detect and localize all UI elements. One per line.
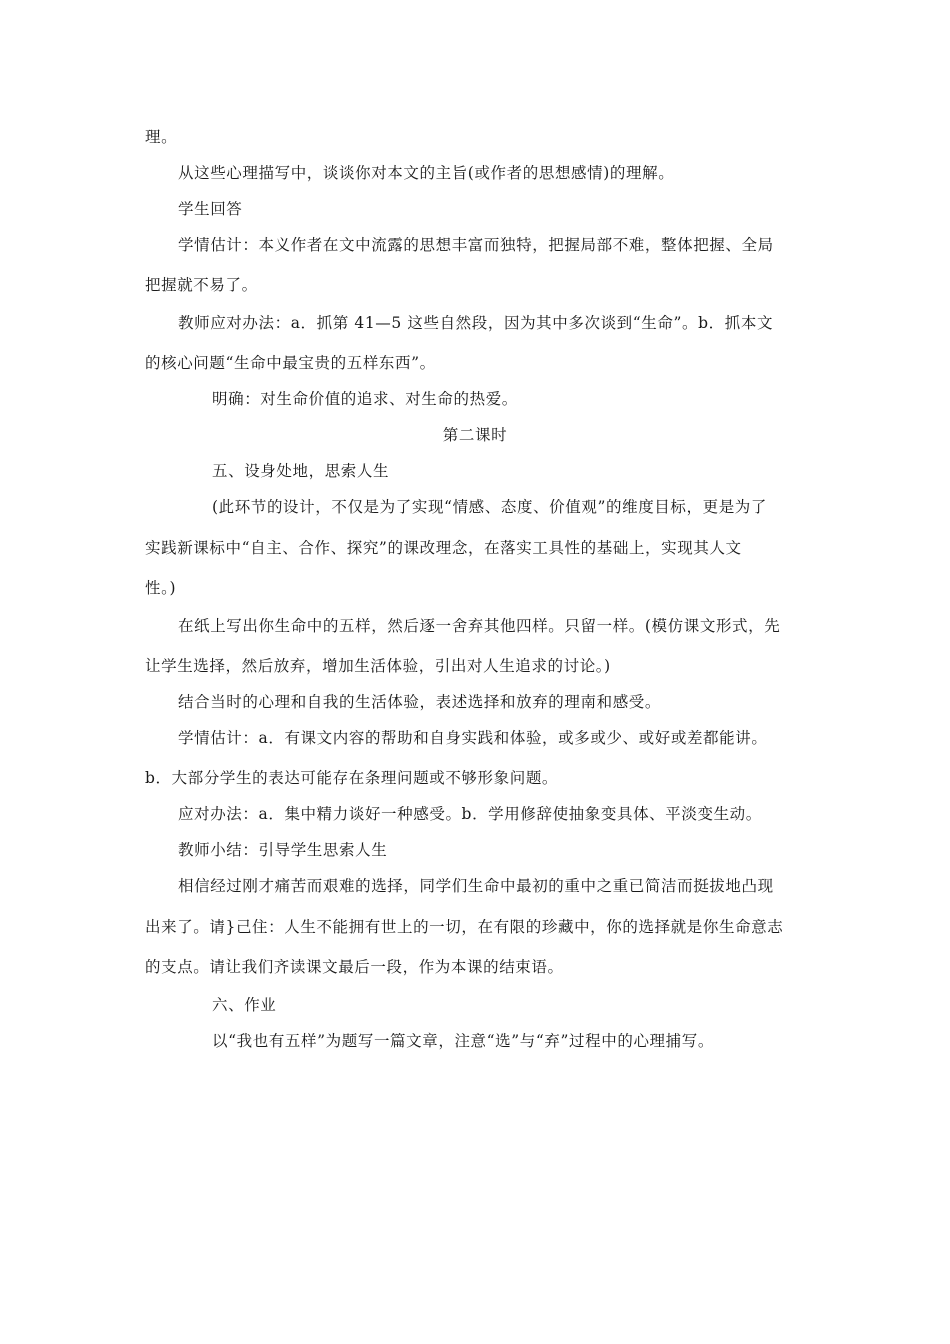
paragraph-line: 教师应对办法：a．抓第 41—5 这些自然段，因为其中多次谈到“生命”。b．抓本文 <box>178 314 774 332</box>
paragraph-line: 出来了。请}己住：人生不能拥有世上的一切，在有限的珍藏中，你的选择就是你生命意志 <box>145 918 784 936</box>
paragraph-line: 把握就不易了。 <box>145 276 258 294</box>
paragraph-line: 的核心问题“生命中最宝贵的五样东西”。 <box>145 354 436 372</box>
paragraph-line: 让学生选择，然后放弃，增加生活体验，引出对人生追求的讨论。) <box>145 657 611 675</box>
section-heading: 五、设身处地，思索人生 <box>212 462 390 480</box>
paragraph-line: 教师小结：引导学生思索人生 <box>178 841 388 859</box>
section-heading: 六、作业 <box>212 996 277 1014</box>
paragraph-line: 的支点。请让我们齐读课文最后一段，作为本课的结束语。 <box>145 958 564 976</box>
paragraph-line: b．大部分学生的表达可能存在条理问题或不够形象问题。 <box>145 769 559 787</box>
section-heading: 第二课时 <box>442 426 508 444</box>
paragraph-line: (此环节的设计，不仅是为了实现“情感、态度、价值观”的维度目标，更是为了 <box>212 498 767 516</box>
paragraph-line: 实践新课标中“自主、合作、探究”的课改理念，在落实工具性的基础上，实现其人文 <box>145 539 742 557</box>
paragraph-line: 学情估计：本义作者在文中流露的思想丰富而独特，把握局部不难，整体把握、全局 <box>178 236 774 254</box>
paragraph-line: 以“我也有五样”为题写一篇文章，注意“选”与“弃”过程中的心理捕写。 <box>212 1032 714 1050</box>
paragraph-line: 应对办法：a．集中精力谈好一种感受。b．学用修辞使抽象变具体、平淡变生动。 <box>178 805 762 823</box>
paragraph-line: 理。 <box>145 128 178 146</box>
paragraph-line: 学情估计：a．有课文内容的帮助和自身实践和体验，或多或少、或好或差都能讲。 <box>178 729 768 747</box>
paragraph-line: 相信经过刚才痛苦而艰难的选择，同学们生命中最初的重中之重已简洁而挺拔地凸现 <box>178 877 774 895</box>
paragraph-line: 性。) <box>145 579 177 597</box>
paragraph-line: 结合当时的心理和自我的生活体验，表述选择和放弃的理南和感受。 <box>178 693 662 711</box>
paragraph-line: 明确：对生命价值的追求、对生命的热爱。 <box>212 390 518 408</box>
paragraph-line: 在纸上写出你生命中的五样，然后逐一舍弃其他四样。只留一样。(模仿课文形式，先 <box>178 617 781 635</box>
paragraph-line: 从这些心理描写中，谈谈你对本文的主旨(或作者的思想感情)的理解。 <box>178 164 675 182</box>
paragraph-line: 学生回答 <box>178 200 243 218</box>
